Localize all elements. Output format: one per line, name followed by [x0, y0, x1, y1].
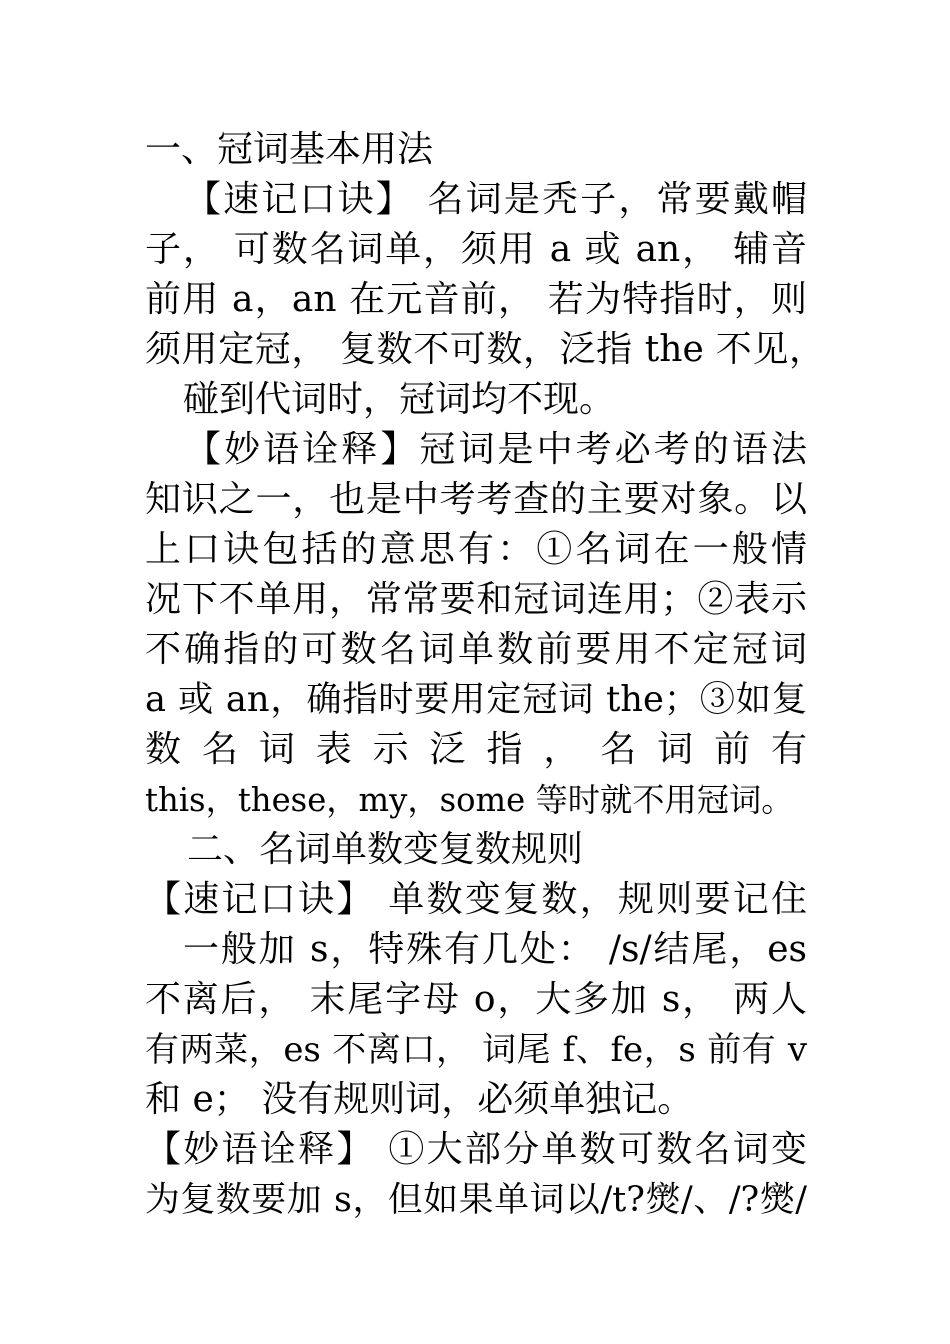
text-line: 况下不单用，常常要和冠词连用；②表示: [145, 579, 807, 620]
text-line: 为复数要加 s，但如果单词以/t?㸉/、/?㸉/: [145, 1180, 807, 1220]
text-line: 【速记口诀】 名词是秃子，常要戴帽: [185, 179, 807, 220]
text-line: 上口诀包括的意思有：①名词在一般情: [145, 529, 807, 570]
text-line: 有两菜，es 不离口， 词尾 f、fe，s 前有 v: [145, 1030, 807, 1070]
text-line: 子， 可数名词单，须用 a 或 an， 辅音: [145, 229, 807, 270]
text-line: 和 e； 没有规则词，必须单独记。: [145, 1079, 694, 1120]
section-heading-articles: 一、冠词基本用法: [145, 129, 434, 170]
text-line: 碰到代词时，冠词均不现。: [183, 379, 616, 420]
text-line: 【妙语诠释】冠词是中考必考的语法: [185, 429, 807, 470]
text-line: 不确指的可数名词单数前要用不定冠词: [145, 629, 807, 670]
text-line: 【速记口诀】 单数变复数，规则要记住: [145, 879, 807, 920]
text-line: 【妙语诠释】 ①大部分单数可数名词变: [145, 1129, 807, 1170]
text-line: 数 名 词 表 示 泛 指 ， 名 词 前 有: [145, 729, 807, 770]
text-line: a 或 an，确指时要用定冠词 the；③如复: [145, 679, 807, 720]
text-line: this，these，my，some 等时就不用冠词。: [145, 781, 794, 819]
text-line: 知识之一，也是中考考查的主要对象。以: [145, 479, 807, 520]
text-line: 一般加 s，特殊有几处： /s/结尾，es: [183, 929, 807, 970]
section-heading-plurals: 二、名词单数变复数规则: [187, 829, 584, 870]
text-line: 须用定冠， 复数不可数，泛指 the 不见，: [145, 329, 825, 370]
text-line: 前用 a，an 在元音前， 若为特指时，则: [145, 279, 807, 320]
text-line: 不离后， 末尾字母 o，大多加 s， 两人: [145, 979, 807, 1020]
